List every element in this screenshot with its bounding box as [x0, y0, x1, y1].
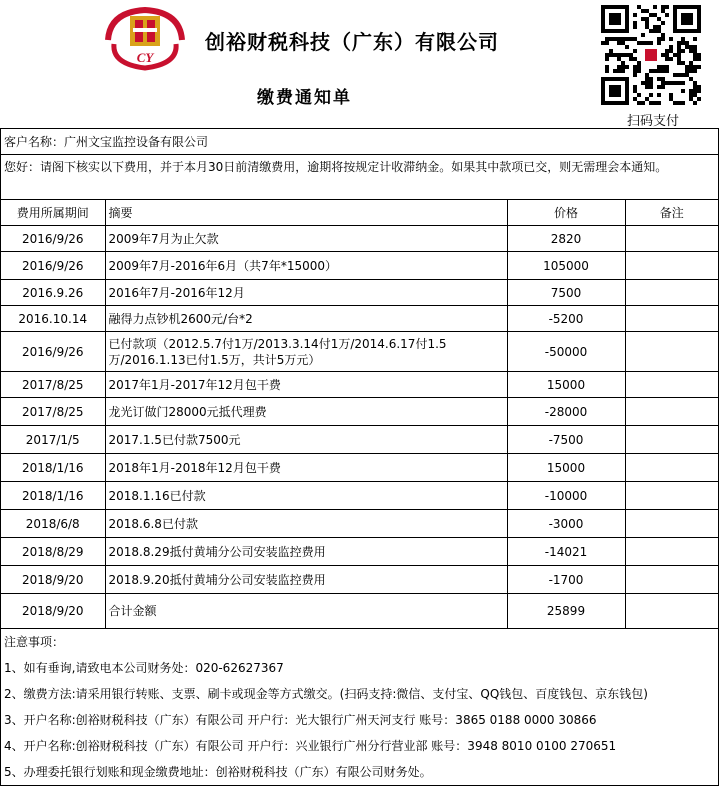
- table-row: [1, 280, 718, 306]
- document-title: 缴费通知单: [257, 88, 352, 108]
- row-price: -7500: [507, 426, 625, 454]
- note-item: 1、如有垂询,请致电本公司财务处：020-62627367: [4, 660, 284, 675]
- table-row: [1, 426, 718, 454]
- logo-text: CY: [136, 50, 154, 65]
- row-note: [625, 594, 718, 628]
- row-period: 2018/9/20: [1, 566, 105, 594]
- row-desc: 2018.8.29抵付黄埔分公司安装监控费用: [105, 538, 507, 566]
- row-note: [625, 398, 718, 426]
- fee-table: [1, 199, 718, 628]
- row-period: 2018/1/16: [1, 482, 105, 510]
- row-desc: 2017.1.5已付款7500元: [105, 426, 507, 454]
- row-period: 2018/9/20: [1, 594, 105, 628]
- row-period: 2018/8/29: [1, 538, 105, 566]
- row-desc: 2009年7月为止欠款: [105, 226, 507, 252]
- table-row: [1, 454, 718, 482]
- row-desc: 2018.9.20抵付黄埔分公司安装监控费用: [105, 566, 507, 594]
- table-row: [1, 332, 718, 372]
- row-desc: 2017年1月-2017年12月包干费: [105, 372, 507, 398]
- row-price: -1700: [507, 566, 625, 594]
- note-item: 5、办理委托银行划账和现金缴费地址：创裕财税科技（广东）有限公司财务处。: [4, 764, 432, 779]
- row-period: 2016/9/26: [1, 332, 105, 372]
- row-price: -50000: [507, 332, 625, 372]
- row-price: 15000: [507, 454, 625, 482]
- header-period: 费用所属期间: [1, 200, 105, 226]
- table-row: [1, 226, 718, 252]
- table-row: [1, 398, 718, 426]
- table-row: [1, 252, 718, 280]
- row-price: 7500: [507, 280, 625, 306]
- row-price: -5200: [507, 306, 625, 332]
- row-desc: 融得力点钞机2600元/台*2: [105, 306, 507, 332]
- row-note: [625, 454, 718, 482]
- company-name: 创裕财税科技（广东）有限公司: [205, 30, 499, 54]
- table-row: [1, 510, 718, 538]
- row-note: [625, 280, 718, 306]
- row-note: [625, 482, 718, 510]
- row-note: [625, 372, 718, 398]
- header-price: 价格: [507, 200, 625, 226]
- table-header-row: [1, 200, 718, 226]
- company-logo: [100, 6, 190, 72]
- row-note: [625, 306, 718, 332]
- note-item: 4、开户名称:创裕财税科技（广东）有限公司 开户行：兴业银行广州分行营业部 账号：3948 8010 0100 270651: [4, 738, 617, 753]
- row-price: -28000: [507, 398, 625, 426]
- notes-section: [1, 628, 718, 786]
- row-period: 2017/8/25: [1, 398, 105, 426]
- row-desc: 龙光订做门28000元抵代理费: [105, 398, 507, 426]
- header-desc: 摘要: [105, 200, 507, 226]
- note-item: 3、开户名称:创裕财税科技（广东）有限公司 开户行：光大银行广州天河支行 账号：3865 0188 0000 30866: [4, 712, 597, 727]
- row-desc: 2016年7月-2016年12月: [105, 280, 507, 306]
- row-price: -14021: [507, 538, 625, 566]
- row-period: 2016/9/26: [1, 226, 105, 252]
- row-price: -3000: [507, 510, 625, 538]
- row-period: 2016.9.26: [1, 280, 105, 306]
- table-row: [1, 306, 718, 332]
- row-desc: 2009年7月-2016年6月（共7年*15000）: [105, 252, 507, 280]
- row-period: 2017/8/25: [1, 372, 105, 398]
- note-item: 2、缴费方法:请采用银行转账、支票、刷卡或现金等方式缴交。(扫码支持:微信、支付宝、QQ钱包、百度钱包、京东钱包): [4, 686, 648, 701]
- row-note: [625, 566, 718, 594]
- row-price: 105000: [507, 252, 625, 280]
- notes-heading: 注意事项：: [4, 634, 65, 649]
- row-note: [625, 510, 718, 538]
- payment-qr-code[interactable]: [597, 5, 705, 105]
- customer-name: 客户名称：广州文宝监控设备有限公司: [1, 128, 718, 154]
- table-row: [1, 566, 718, 594]
- row-desc: 2018年1月-2018年12月包干费: [105, 454, 507, 482]
- row-note: [625, 226, 718, 252]
- row-period: 2018/6/8: [1, 510, 105, 538]
- row-period: 2018/1/16: [1, 454, 105, 482]
- row-desc: 已付款项（2012.5.7付1万/2013.3.14付1万/2014.6.17付1.5万/2016.1.13已付1.5万，共计5万元）: [105, 332, 507, 372]
- row-price: 2820: [507, 226, 625, 252]
- qr-scan-label: 扫码支付: [627, 114, 680, 129]
- row-desc: 2018.1.16已付款: [105, 482, 507, 510]
- row-note: [625, 538, 718, 566]
- table-total-row: [1, 594, 718, 628]
- row-period: 2016/9/26: [1, 252, 105, 280]
- row-desc: 2018.6.8已付款: [105, 510, 507, 538]
- row-price: 15000: [507, 372, 625, 398]
- document-header: [0, 0, 719, 128]
- row-desc: 合计金额: [105, 594, 507, 628]
- greeting-text: 您好：请阁下核实以下费用，并于本月30日前清缴费用，逾期将按规定计收滞纳金。如果其中款项已交，则无需理会本通知。: [1, 154, 718, 199]
- row-note: [625, 332, 718, 372]
- billing-sheet: [0, 128, 719, 786]
- table-row: [1, 482, 718, 510]
- row-period: 2017/1/5: [1, 426, 105, 454]
- row-note: [625, 426, 718, 454]
- row-note: [625, 252, 718, 280]
- table-row: [1, 372, 718, 398]
- row-price: -10000: [507, 482, 625, 510]
- header-note: 备注: [625, 200, 718, 226]
- table-row: [1, 538, 718, 566]
- row-period: 2016.10.14: [1, 306, 105, 332]
- row-price: 25899: [507, 594, 625, 628]
